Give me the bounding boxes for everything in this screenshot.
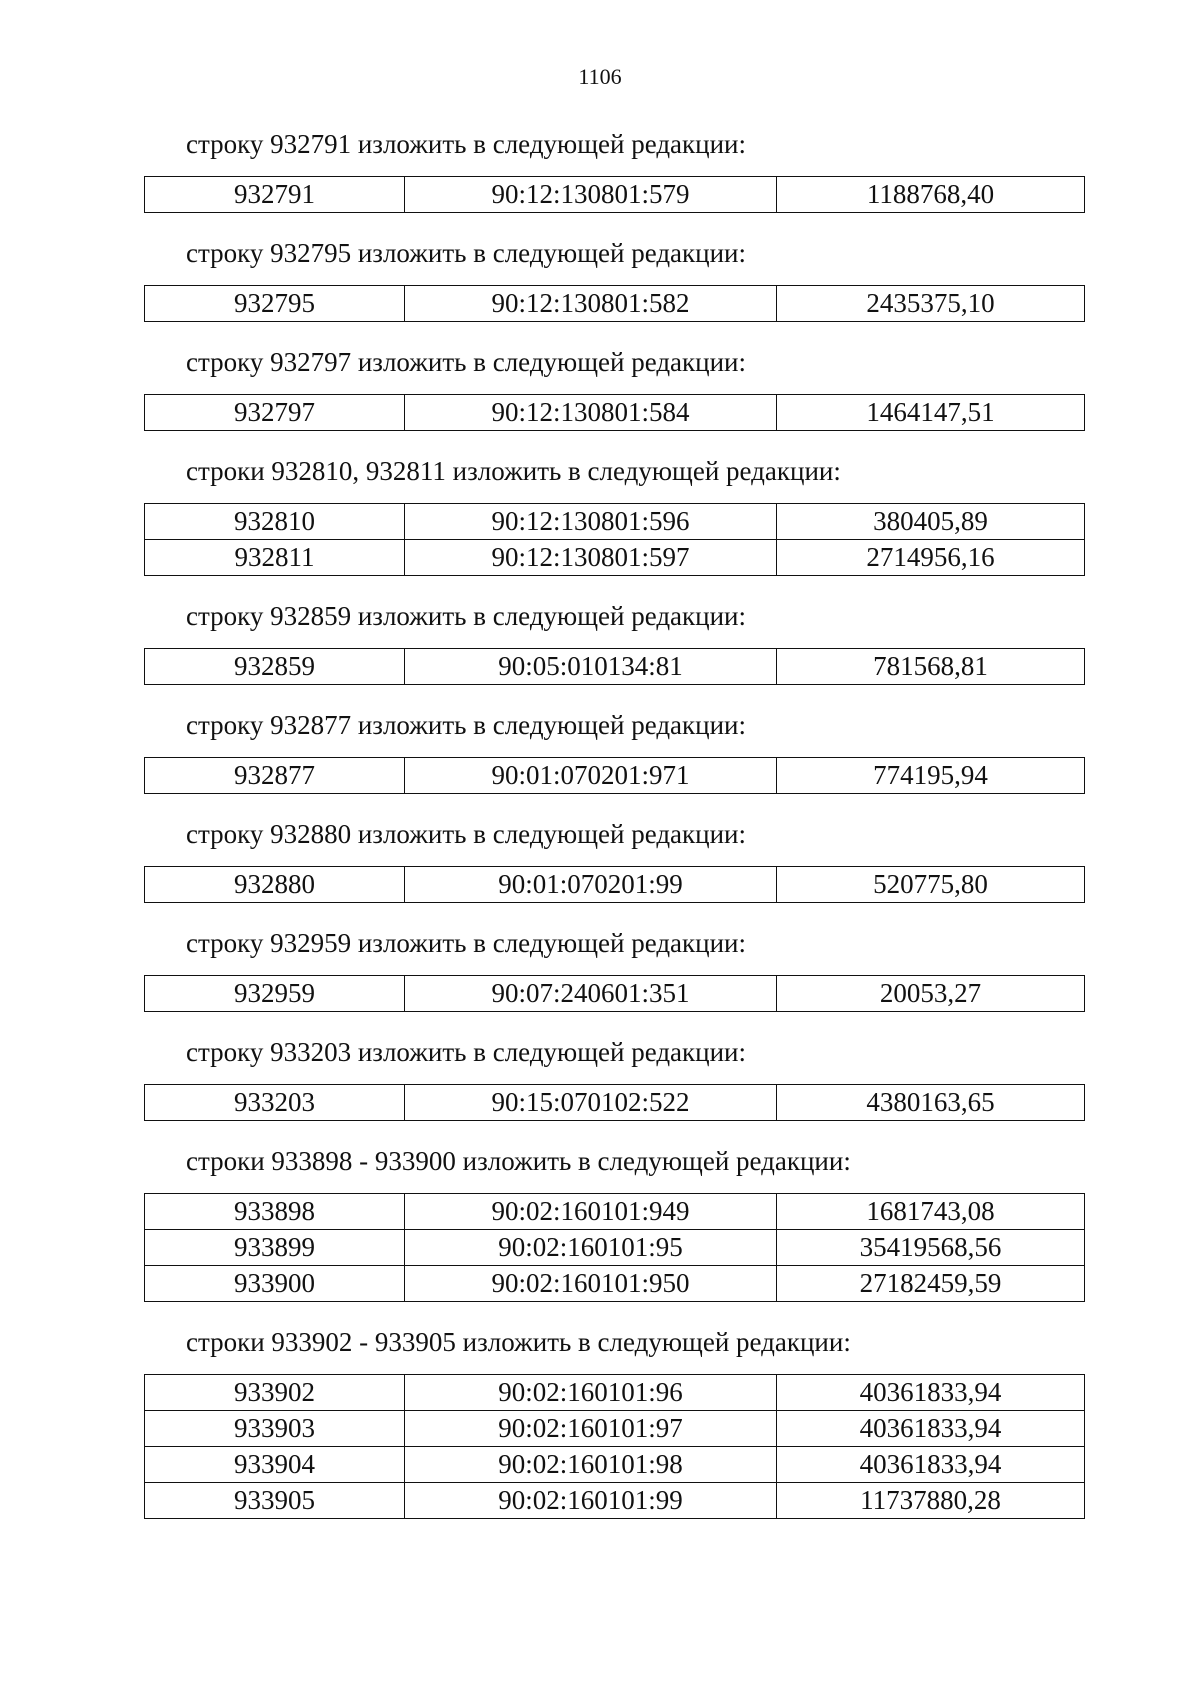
amendment-instruction: строку 932791 изложить в следующей редакции:	[186, 129, 747, 159]
cadastral-number-cell: 90:12:130801:597	[405, 540, 777, 576]
value-cell: 40361833,94	[777, 1447, 1085, 1483]
row-number-cell: 933905	[145, 1483, 405, 1519]
table-row	[145, 1194, 1085, 1230]
row-number-cell: 932877	[145, 758, 405, 794]
cadastral-number-cell: 90:12:130801:596	[405, 504, 777, 540]
page-number: 1106	[578, 64, 622, 89]
amendment-table	[144, 394, 1085, 431]
row-number-cell: 932797	[145, 395, 405, 431]
value-cell: 1681743,08	[777, 1194, 1085, 1230]
table-row	[145, 1375, 1085, 1411]
amendment-table	[144, 176, 1085, 213]
amendment-instruction: строку 932877 изложить в следующей редакции:	[186, 710, 747, 740]
value-cell: 1464147,51	[777, 395, 1085, 431]
cadastral-number-cell: 90:02:160101:98	[405, 1447, 777, 1483]
value-cell: 781568,81	[777, 649, 1085, 685]
cadastral-number-cell: 90:12:130801:582	[405, 286, 777, 322]
amendment-table	[144, 1193, 1085, 1302]
cadastral-number-cell: 90:07:240601:351	[405, 976, 777, 1012]
document-body	[0, 128, 1200, 1543]
table-row	[145, 1085, 1085, 1121]
amendment-block	[0, 346, 1200, 431]
table-row	[145, 1230, 1085, 1266]
amendment-table	[144, 1374, 1085, 1519]
row-number-cell: 932795	[145, 286, 405, 322]
cadastral-number-cell: 90:12:130801:579	[405, 177, 777, 213]
amendment-block	[0, 927, 1200, 1012]
row-number-cell: 933902	[145, 1375, 405, 1411]
value-cell: 1188768,40	[777, 177, 1085, 213]
amendment-instruction: строки 933898 - 933900 изложить в следующей редакции:	[186, 1146, 851, 1176]
amendment-block	[0, 455, 1200, 576]
table-row	[145, 540, 1085, 576]
amendment-instruction: строку 932795 изложить в следующей редакции:	[186, 238, 747, 268]
amendment-block	[0, 709, 1200, 794]
amendment-instruction: строку 932880 изложить в следующей редакции:	[186, 819, 747, 849]
value-cell: 774195,94	[777, 758, 1085, 794]
amendment-block	[0, 1145, 1200, 1302]
value-cell: 40361833,94	[777, 1411, 1085, 1447]
amendment-block	[0, 128, 1200, 213]
cadastral-number-cell: 90:02:160101:97	[405, 1411, 777, 1447]
table-row	[145, 177, 1085, 213]
row-number-cell: 933904	[145, 1447, 405, 1483]
amendment-block	[0, 1326, 1200, 1519]
value-cell: 2435375,10	[777, 286, 1085, 322]
amendment-block	[0, 1036, 1200, 1121]
value-cell: 4380163,65	[777, 1085, 1085, 1121]
row-number-cell: 933899	[145, 1230, 405, 1266]
amendment-table	[144, 503, 1085, 576]
value-cell: 40361833,94	[777, 1375, 1085, 1411]
amendment-block	[0, 818, 1200, 903]
cadastral-number-cell: 90:02:160101:99	[405, 1483, 777, 1519]
value-cell: 520775,80	[777, 867, 1085, 903]
row-number-cell: 932811	[145, 540, 405, 576]
row-number-cell: 933900	[145, 1266, 405, 1302]
amendment-instruction: строку 932959 изложить в следующей редакции:	[186, 928, 747, 958]
amendment-instruction: строку 932797 изложить в следующей редакции:	[186, 347, 747, 377]
row-number-cell: 932810	[145, 504, 405, 540]
table-row	[145, 504, 1085, 540]
cadastral-number-cell: 90:15:070102:522	[405, 1085, 777, 1121]
table-row	[145, 395, 1085, 431]
table-row	[145, 649, 1085, 685]
amendment-block	[0, 600, 1200, 685]
table-row	[145, 976, 1085, 1012]
amendment-table	[144, 648, 1085, 685]
table-row	[145, 758, 1085, 794]
table-row	[145, 1447, 1085, 1483]
cadastral-number-cell: 90:02:160101:96	[405, 1375, 777, 1411]
row-number-cell: 932859	[145, 649, 405, 685]
row-number-cell: 933203	[145, 1085, 405, 1121]
value-cell: 35419568,56	[777, 1230, 1085, 1266]
amendment-instruction: строки 932810, 932811 изложить в следующей редакции:	[186, 456, 841, 486]
amendment-table	[144, 757, 1085, 794]
row-number-cell: 933903	[145, 1411, 405, 1447]
value-cell: 2714956,16	[777, 540, 1085, 576]
cadastral-number-cell: 90:12:130801:584	[405, 395, 777, 431]
table-row	[145, 1266, 1085, 1302]
table-row	[145, 286, 1085, 322]
amendment-table	[144, 866, 1085, 903]
amendment-instruction: строки 933902 - 933905 изложить в следующей редакции:	[186, 1327, 851, 1357]
table-row	[145, 867, 1085, 903]
amendment-table	[144, 975, 1085, 1012]
value-cell: 11737880,28	[777, 1483, 1085, 1519]
cadastral-number-cell: 90:02:160101:950	[405, 1266, 777, 1302]
amendment-instruction: строку 932859 изложить в следующей редакции:	[186, 601, 747, 631]
row-number-cell: 932880	[145, 867, 405, 903]
cadastral-number-cell: 90:02:160101:95	[405, 1230, 777, 1266]
cadastral-number-cell: 90:05:010134:81	[405, 649, 777, 685]
amendment-block	[0, 237, 1200, 322]
row-number-cell: 932791	[145, 177, 405, 213]
row-number-cell: 932959	[145, 976, 405, 1012]
cadastral-number-cell: 90:01:070201:971	[405, 758, 777, 794]
value-cell: 380405,89	[777, 504, 1085, 540]
value-cell: 20053,27	[777, 976, 1085, 1012]
table-row	[145, 1411, 1085, 1447]
cadastral-number-cell: 90:01:070201:99	[405, 867, 777, 903]
row-number-cell: 933898	[145, 1194, 405, 1230]
amendment-table	[144, 285, 1085, 322]
table-row	[145, 1483, 1085, 1519]
amendment-instruction: строку 933203 изложить в следующей редакции:	[186, 1037, 747, 1067]
amendment-table	[144, 1084, 1085, 1121]
cadastral-number-cell: 90:02:160101:949	[405, 1194, 777, 1230]
value-cell: 27182459,59	[777, 1266, 1085, 1302]
